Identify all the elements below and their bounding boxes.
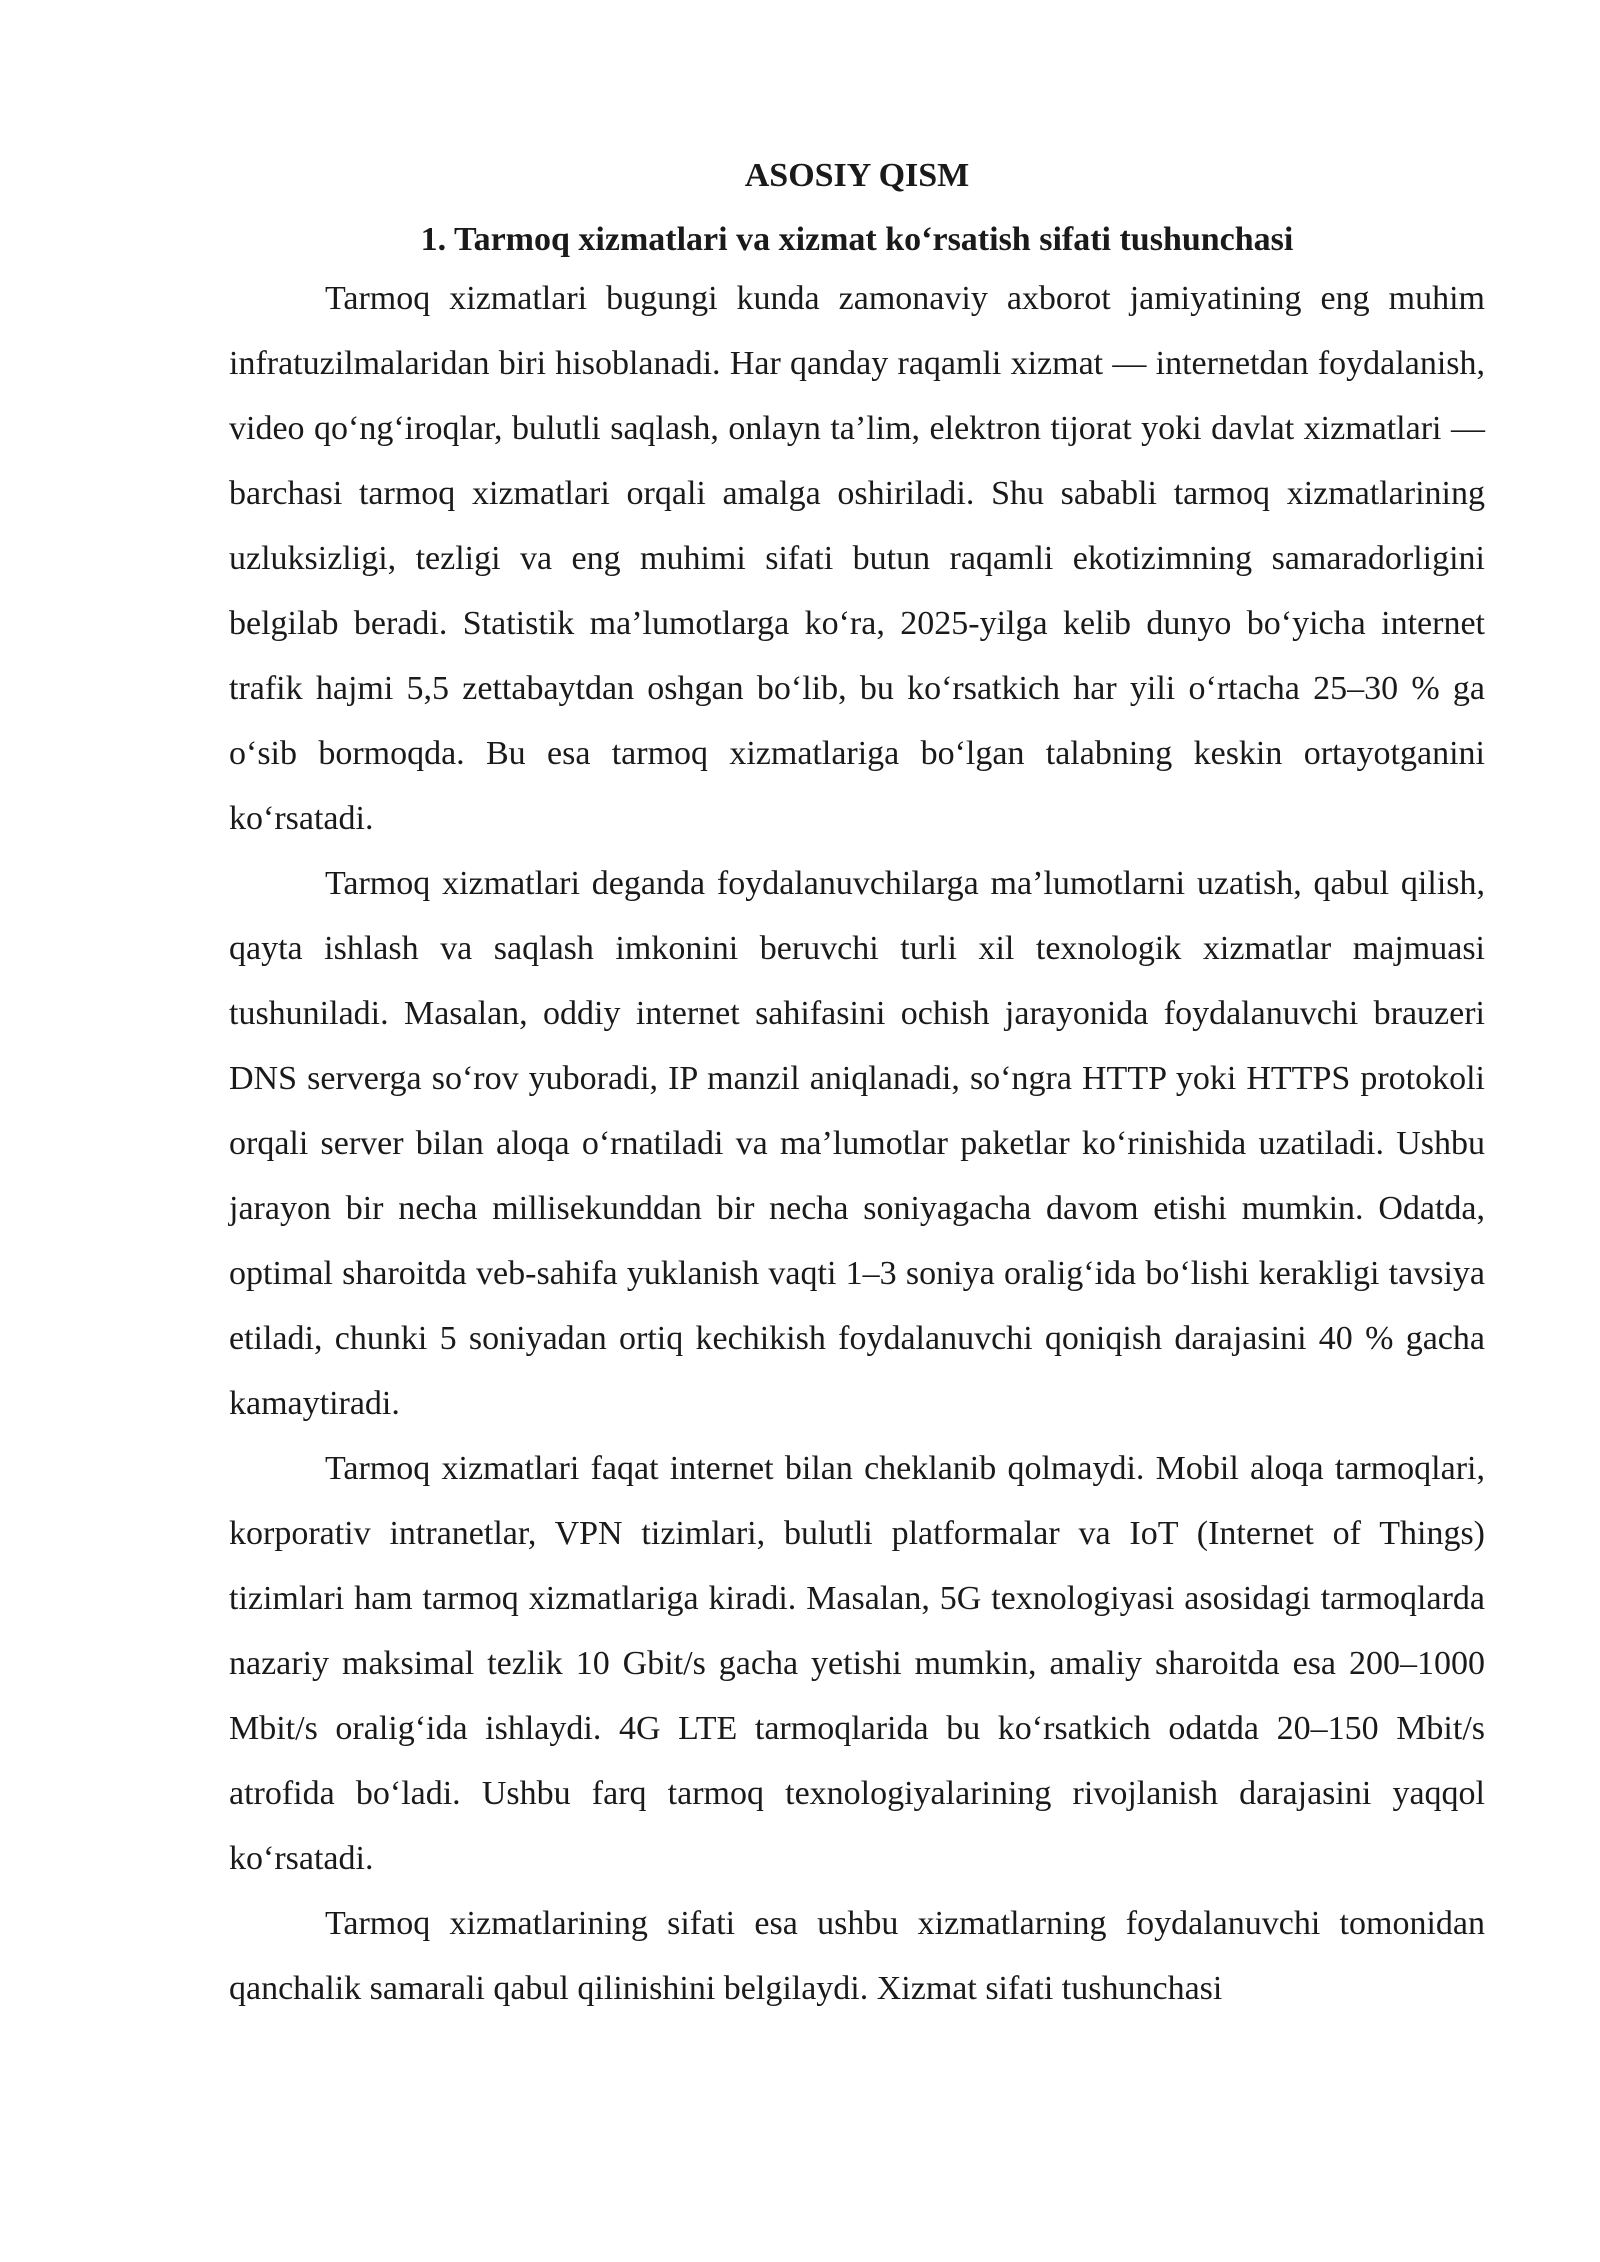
- paragraph-2: Tarmoq xizmatlari deganda foydalanuvchilarga ma’lumotlarni uzatish, qabul qilish, qayta ishlash va saqlash imkonini beruvchi turli xil texnologik xizmatlar majmuasi tushuniladi. Masalan, oddiy internet sahifasini ochish jarayonida foydalanuvchi brauzeri DNS serverga so‘rov yuboradi, IP manzil aniqlanadi, so‘ngra HTTP yoki HTTPS protokoli orqali server bilan aloqa o‘rnatiladi va ma’lumotlar paketlar ko‘rinishida uzatiladi. Ushbu jarayon bir necha millisekunddan bir necha soniyagacha davom etishi mumkin. Odatda, optimal sharoitda veb-sahifa yuklanish vaqti 1–3 soniya oralig‘ida bo‘lishi kerakligi tavsiya etiladi, chunki 5 soniyadan ortiq kechikish foydalanuvchi qoniqish darajasini 40 % gacha kamaytiradi.: [229, 865, 1485, 1422]
- document-page: [229, 150, 1485, 2021]
- paragraph-1: Tarmoq xizmatlari bugungi kunda zamonaviy axborot jamiyatining eng muhim infratuzilmalaridan biri hisoblanadi. Har qanday raqamli xizmat — internetdan foydalanish, video qo‘ng‘iroqlar, bulutli saqlash, onlayn ta’lim, elektron tijorat yoki davlat xizmatlari — barchasi tarmoq xizmatlari orqali amalga oshiriladi. Shu sababli tarmoq xizmatlarining uzluksizligi, tezligi va eng muhimi sifati butun raqamli ekotizimning samaradorligini belgilab beradi. Statistik ma’lumotlarga ko‘ra, 2025-yilga kelib dunyo bo‘yicha internet trafik hajmi 5,5 zettabaytdan oshgan bo‘lib, bu ko‘rsatkich har yili o‘rtacha 25–30 % ga o‘sib bormoqda. Bu esa tarmoq xizmatlariga bo‘lgan talabning keskin ortayotganini ko‘rsatadi.: [229, 280, 1485, 837]
- chapter-title: 1. Tarmoq xizmatlari va xizmat ko‘rsatish sifati tushunchasi: [420, 221, 1294, 258]
- paragraph-3: Tarmoq xizmatlari faqat internet bilan cheklanib qolmaydi. Mobil aloqa tarmoqlari, korporativ intranetlar, VPN tizimlari, bulutli platformalar va IoT (Internet of Things) tizimlari ham tarmoq xizmatlariga kiradi. Masalan, 5G texnologiyasi asosidagi tarmoqlarda nazariy maksimal tezlik 10 Gbit/s gacha yetishi mumkin, amaliy sharoitda esa 200–1000 Mbit/s oralig‘ida ishlaydi. 4G LTE tarmoqlarida bu ko‘rsatkich odatda 20–150 Mbit/s atrofida bo‘ladi. Ushbu farq tarmoq texnologiyalarining rivojlanish darajasini yaqqol ko‘rsatadi.: [229, 1450, 1485, 1877]
- paragraph-4: Tarmoq xizmatlarining sifati esa ushbu xizmatlarning foydalanuvchi tomonidan qanchalik samarali qabul qilinishini belgilaydi. Xizmat sifati tushunchasi: [229, 1905, 1485, 2007]
- section-title: ASOSIY QISM: [744, 157, 970, 194]
